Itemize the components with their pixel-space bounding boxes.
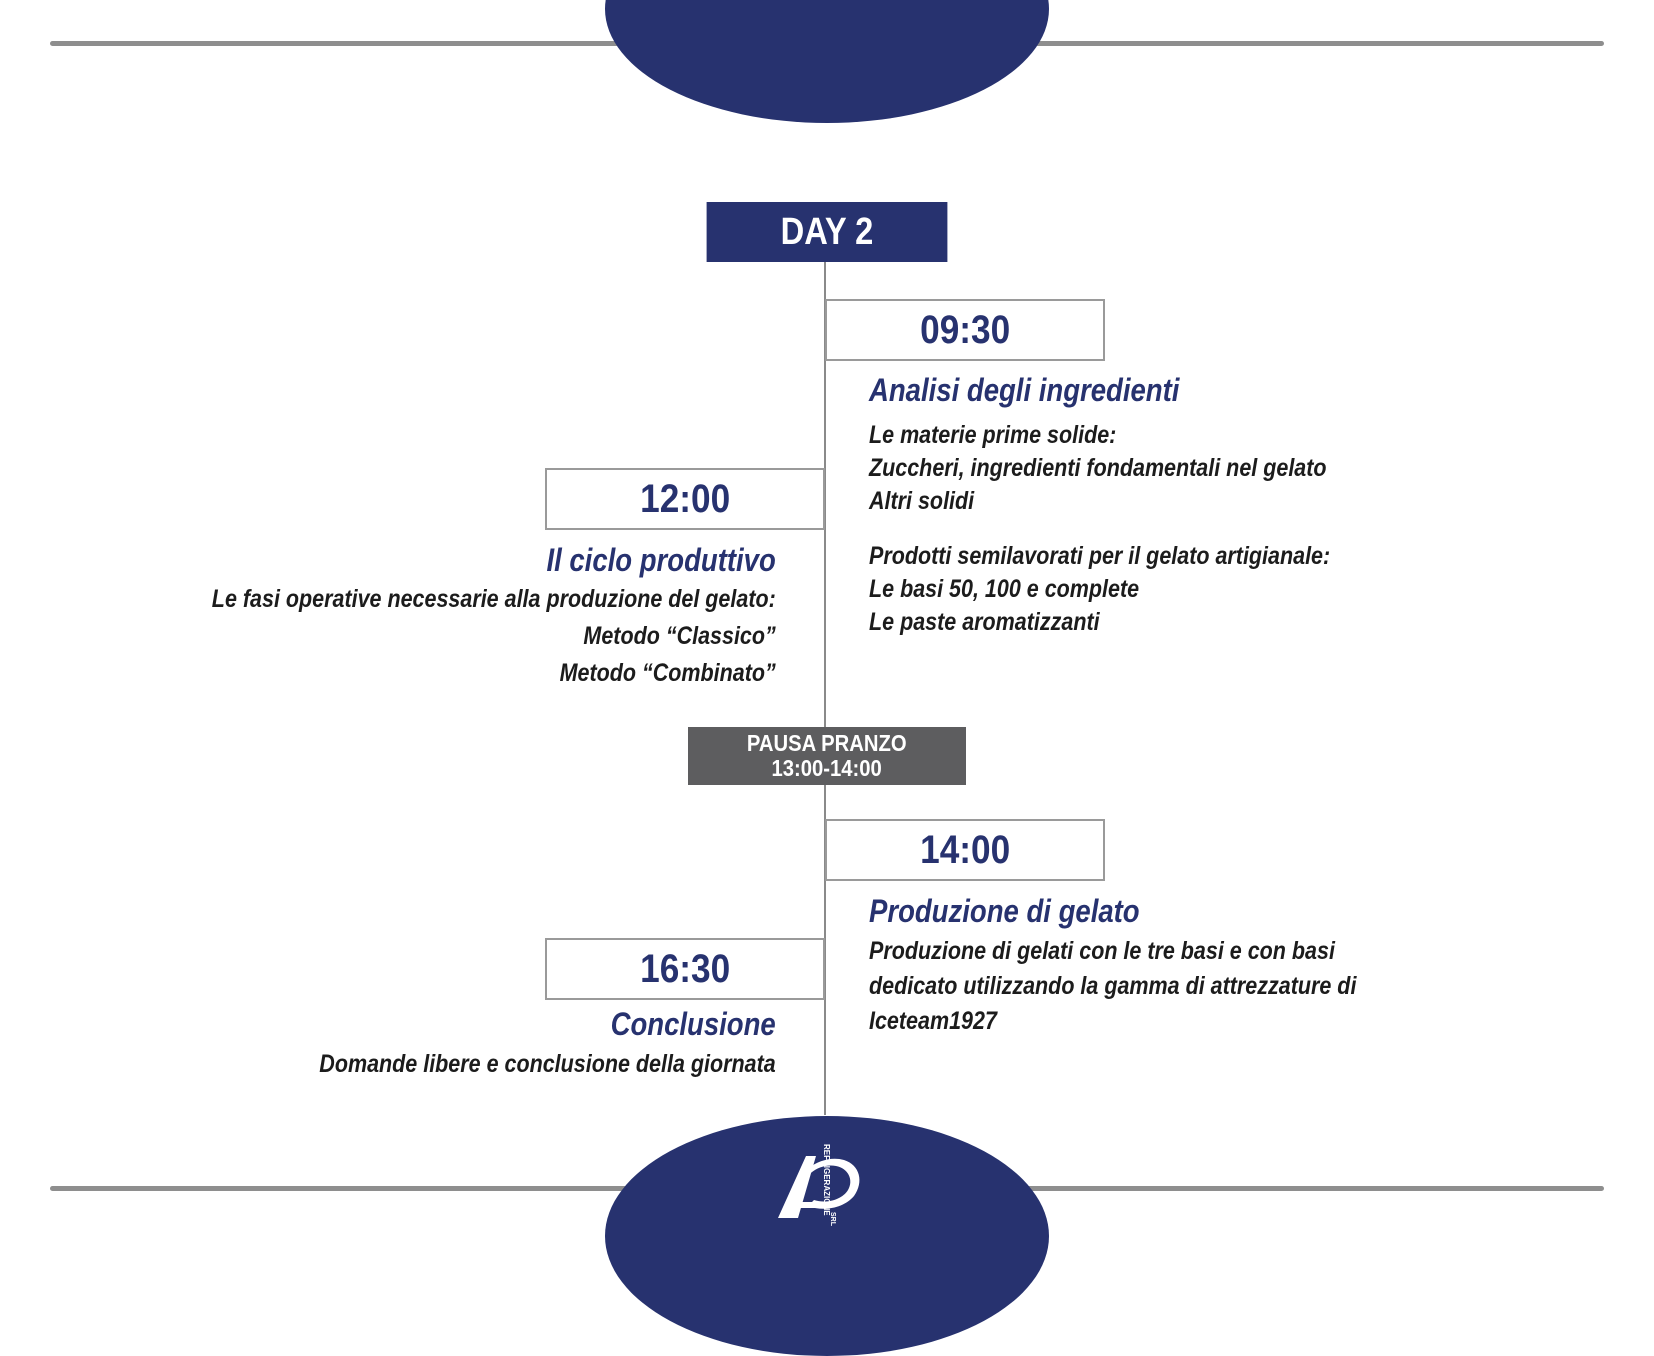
session-line: Le fasi operative necessarie alla produzione del gelato: [212,585,776,613]
logo-graphic [768,1140,888,1230]
time-box-1400 [825,819,1105,881]
session-title: Produzione di gelato [869,893,1140,929]
session-line: Zuccheri, ingredienti fondamentali nel gelato [869,454,1327,482]
pause-time: 13:00-14:00 [771,755,883,781]
session-line: Produzione di gelati con le tre basi e con basi [869,937,1335,965]
session-line: Domande libere e conclusione della giornata [319,1050,776,1078]
session-title: Il ciclo produttivo [546,542,776,578]
session-line: Iceteam1927 [869,1007,997,1035]
session-time: 09:30 [919,307,1011,352]
day-label: DAY 2 [780,210,874,253]
logo-text-vertical: REFRIGERAZIONE [822,1144,831,1216]
session-line: Metodo “Combinato” [559,659,776,687]
session-title: Analisi degli ingredienti [869,372,1180,408]
lunch-break-box [688,727,966,785]
session-block-1630 [245,1006,776,1081]
session-block-1400 [869,893,1436,1039]
session-line: Le basi 50, 100 e complete [869,575,1140,603]
session-time: 16:30 [639,946,731,991]
session-line: dedicato utilizzando la gamma di attrezzature di [869,972,1357,1000]
session-line: Le materie prime solide: [869,421,1117,449]
session-line: Altri solidi [869,487,975,515]
session-line-spacer [869,518,1405,540]
logo-text-small: SRL [829,1212,836,1226]
session-time: 12:00 [639,476,731,521]
session-line: Prodotti semilavorati per il gelato artigianale: [869,542,1331,570]
time-box-1630 [545,938,825,1000]
time-box-0930 [825,299,1105,361]
session-block-1200 [120,542,776,692]
top-oval-decoration [605,0,1049,123]
session-time: 14:00 [919,827,1011,872]
time-box-1200 [545,468,825,530]
session-line: Metodo “Classico” [583,622,776,650]
day-heading [707,202,948,262]
session-block-0930 [869,372,1405,639]
company-logo-icon [768,1140,888,1230]
session-title: Conclusione [610,1006,776,1042]
pause-label: PAUSA PRANZO [747,730,907,756]
session-line: Le paste aromatizzanti [869,608,1100,636]
